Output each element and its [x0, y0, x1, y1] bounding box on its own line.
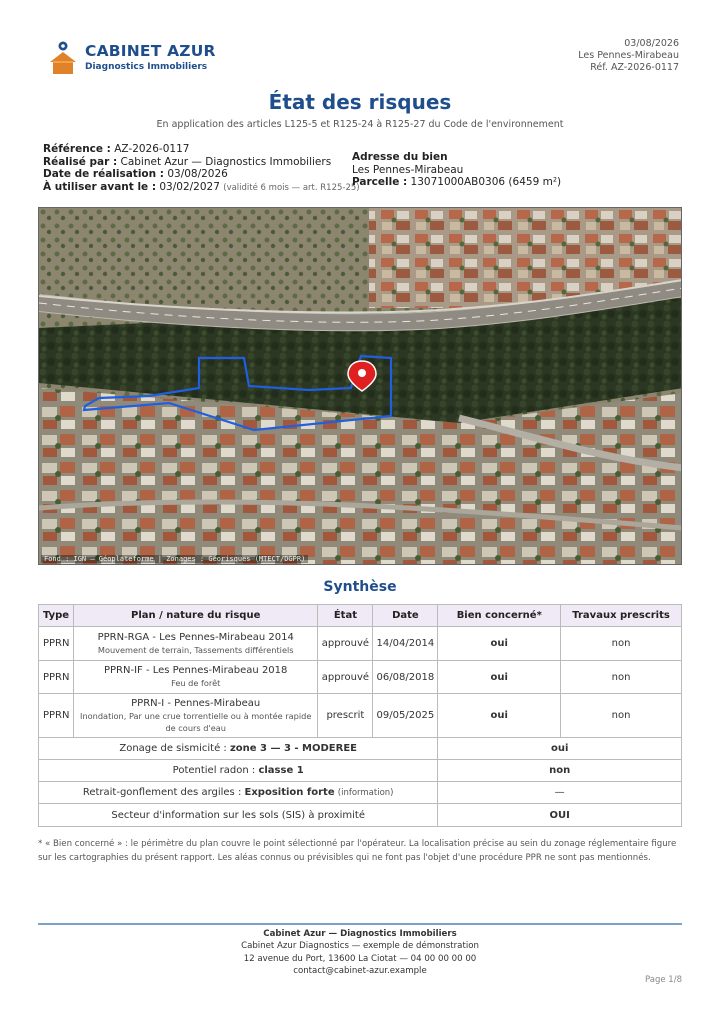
argiles-result: —: [438, 782, 682, 804]
address-commune: Les Pennes-Mirabeau: [352, 163, 464, 176]
realise-label: Réalisé par :: [43, 155, 118, 168]
cell-concerne: oui: [438, 627, 561, 661]
column-header: Type: [39, 605, 74, 627]
column-header: Bien concerné*: [438, 605, 561, 627]
plan-title: PPRN-RGA - Les Pennes-Mirabeau 2014: [97, 631, 294, 643]
footer-line1: Cabinet Azur Diagnostics — exemple de démonstration: [241, 941, 479, 952]
sismicite-label: Zonage de sismicité :: [119, 743, 227, 754]
synthese-title: Synthèse: [323, 579, 397, 595]
page-number: Page 1/8: [645, 975, 682, 985]
parcelle-value: 13071000AB0306 (6459 m²): [410, 176, 562, 188]
cell-concerne: oui: [438, 661, 561, 694]
house-logo-icon: [48, 40, 78, 76]
table-row-sis: [39, 804, 682, 827]
cell-date: 09/05/2025: [373, 694, 438, 738]
utiliser-note: (validité 6 mois — art. R125-25): [223, 182, 360, 193]
date-value: 03/08/2026: [167, 168, 228, 180]
radon-cell: [39, 760, 438, 782]
cell-etat: prescrit: [318, 694, 373, 738]
cell-type: PPRN: [39, 661, 74, 694]
footnote: * « Bien concerné » : le périmètre du plan couvre le point sélectionné par l'opérateur. La localisation précise au sein du zonage réglementaire figure sur les cartographies du présent rapport. Les aléas connus ou prévisibles qui ne font pas l'objet d'une procédure PPR ne sont pas mentionnés.: [38, 839, 677, 863]
footer-company: Cabinet Azur — Diagnostics Immobiliers: [263, 929, 457, 939]
realise-value: Cabinet Azur — Diagnostics Immobiliers: [120, 155, 332, 168]
table-row-radon: [39, 760, 682, 782]
plan-detail: Inondation, Par une crue torrentielle ou à montée rapide de cours d'eau: [80, 710, 312, 733]
argiles-value: Exposition forte: [244, 787, 335, 798]
plan-title: PPRN-IF - Les Pennes-Mirabeau 2018: [103, 665, 288, 676]
meta-date: 03/08/2026: [624, 38, 679, 49]
brand-block: [85, 42, 216, 72]
utiliser-value: 03/02/2027: [159, 180, 220, 193]
cell-etat: approuvé: [318, 661, 373, 694]
column-header: État: [318, 605, 373, 627]
date-label: Date de réalisation :: [43, 168, 164, 180]
sismicite-result: oui: [438, 738, 682, 760]
info-date: [43, 168, 360, 181]
cell-travaux: non: [561, 694, 682, 738]
page-header: [0, 0, 720, 90]
page-title: État des risques: [268, 90, 452, 114]
cell-plan: [73, 661, 317, 694]
cell-plan: [73, 694, 317, 738]
report-meta: [578, 38, 679, 74]
table-row-sismicite: [39, 738, 682, 760]
argiles-label: Retrait-gonflement des argiles :: [82, 787, 242, 798]
footer-divider: [38, 923, 682, 925]
reference-label: Référence :: [43, 143, 111, 155]
cell-type: PPRN: [39, 694, 74, 738]
report-info: [43, 143, 360, 194]
brand-subtitle: Diagnostics Immobiliers: [85, 62, 208, 72]
address-heading: Adresse du bien: [352, 151, 448, 163]
column-header: Plan / nature du risque: [73, 605, 317, 627]
sismicite-value: zone 3 — 3 - MODEREE: [229, 743, 357, 754]
risk-summary-table: [38, 604, 682, 827]
address-parcelle: [352, 176, 561, 189]
table-row: [39, 627, 682, 661]
argiles-cell: [39, 782, 438, 804]
footer-email: contact@cabinet-azur.example: [293, 965, 427, 976]
cell-etat: approuvé: [318, 627, 373, 661]
page-subtitle: En application des articles L125-5 et R125-24 à R125-27 du Code de l'environnement: [156, 119, 564, 130]
info-reference: [43, 143, 360, 156]
cell-type: PPRN: [39, 627, 74, 661]
parcelle-label: Parcelle :: [352, 176, 408, 188]
plan-title: PPRN-I - Pennes-Mirabeau: [131, 697, 261, 709]
argiles-note: (information): [337, 788, 394, 798]
meta-ref: Réf. AZ-2026-0117: [590, 62, 679, 73]
cell-travaux: non: [561, 627, 682, 661]
cell-plan: [73, 627, 317, 661]
cell-travaux: non: [561, 661, 682, 694]
meta-commune: Les Pennes-Mirabeau: [578, 50, 679, 61]
cell-date: 06/08/2018: [373, 661, 438, 694]
radon-value: classe 1: [258, 765, 304, 776]
aerial-map[interactable]: [38, 207, 682, 565]
cell-concerne: oui: [438, 694, 561, 738]
cell-date: 14/04/2014: [373, 627, 438, 661]
footer-address: 12 avenue du Port, 13600 La Ciotat — 04 00 00 00 00: [243, 953, 477, 964]
column-header: Travaux prescrits: [561, 605, 682, 627]
table-row-argiles: [39, 782, 682, 804]
sismicite-cell: [39, 738, 438, 760]
table-row: [39, 661, 682, 694]
info-utiliser: [43, 181, 360, 195]
aerial-map-image: [39, 208, 682, 565]
radon-label: Potentiel radon :: [172, 765, 256, 776]
radon-result: non: [438, 760, 682, 782]
brand-name: CABINET AZUR: [85, 42, 216, 60]
map-credit: Fond : IGN — Géoplateforme | Zonages : Géorisques (MTECT/DGPR): [41, 555, 308, 563]
sis-result: OUI: [438, 804, 682, 827]
reference-value: AZ-2026-0117: [114, 143, 190, 155]
property-address: [352, 151, 561, 189]
table-row: [39, 694, 682, 738]
plan-detail: Feu de forêt: [171, 678, 221, 688]
sis-label: Secteur d'information sur les sols (SIS) à proximité: [39, 804, 438, 827]
page-footer: [0, 928, 720, 977]
column-header: Date: [373, 605, 438, 627]
table-header-row: [39, 605, 682, 627]
utiliser-label: À utiliser avant le :: [43, 180, 157, 193]
info-realise: [43, 156, 360, 169]
plan-detail: Mouvement de terrain, Tassements différentiels: [97, 644, 294, 655]
